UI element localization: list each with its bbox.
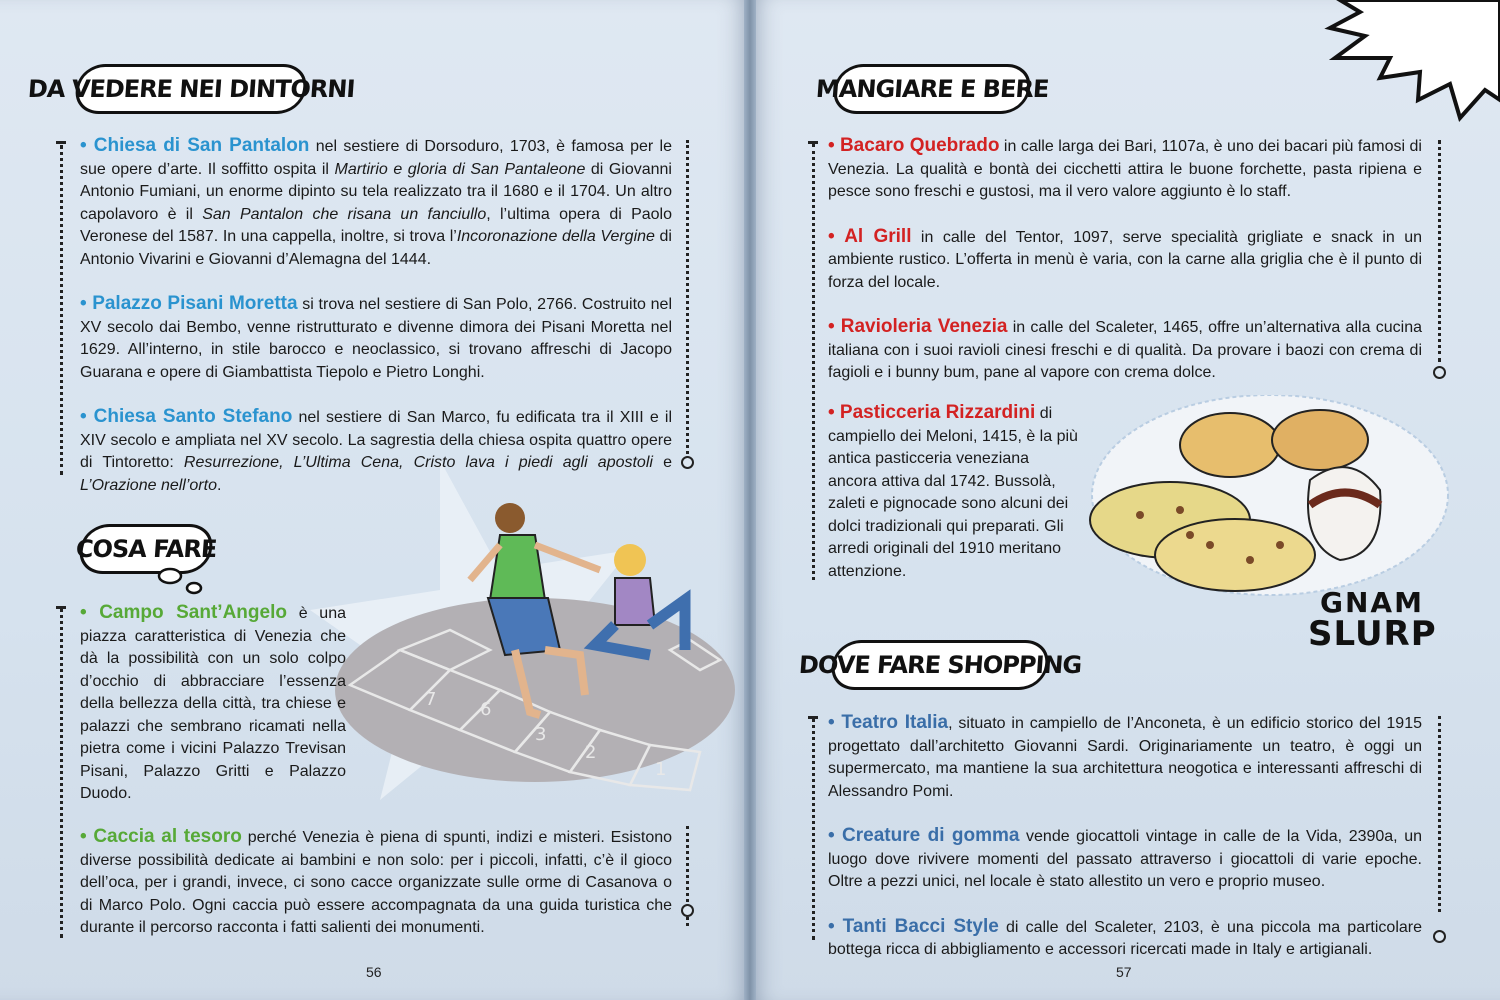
heading-dove-fare-shopping: DOVE FARE SHOPPING [828,640,1051,690]
entry-title: • Tanti Bacci Style [828,915,999,937]
entry-al-grill: • Al Grill in calle del Tentor, 1097, serve specialità grigliate e snack in un ambiente rustico. L’offerta in menù è varia, con la carne alla griglia che è il punto di forza del locale. [828,225,1423,291]
entry-bacaro-quebrado: • Bacaro Quebrado in calle larga dei Bari, 1107a, è uno dei bacari più famosi di Venezia. La qualità e bontà dei cicchetti attira le buone forchette, pasta ripiena e pesce sono freschi e gustosi, ma il vero valore aggiunto è lo staff. [828,135,1422,200]
sfx-gnam: GNAM [1320,586,1424,619]
svg-text:7: 7 [425,689,437,710]
dotted-rule-end-ring [681,904,694,917]
entry-pasticceria-rizzardini: • Pasticceria Rizzardini di campiello dei Meloni, 1415, è la più antica pasticceria veneziana ancora attiva dal 1742. Bussolà, zaleti e pignocade sono alcuni dei dolci tradizionali qui preparati. Gli arredi originali del 1910 meritano attenzione. [828,402,1078,580]
entry-campo-santangelo: • Campo Sant’Angelo è una piazza caratteristica di Venezia che dà la possibilità con un solo colpo d’occhio di abbracciare l’essenza della bellezza della città, tra chiese e palazzi che sembrano ricamati nella pietra come i vicini Palazzo Trevisan Pisani, Palazzo Gritti e Palazzo Duodo. [80,602,346,802]
thought-bubble-dots [150,566,210,596]
dotted-rule [60,145,63,475]
pastries-illustration [1080,395,1450,610]
book-gutter [744,0,756,1000]
section-mangiare [828,135,1422,407]
dotted-rule [60,608,63,938]
heading-mangiare-e-bere: MANGIARE E BERE [830,64,1033,114]
entry-caccia-al-tesoro: • Caccia al tesoro perché Venezia è piena di spunti, indizi e misteri. Esistono diverse possibilità dedicate ai bambini e non solo: per i piccoli, infatti, c’è il gioco dell’oca, per i grandi, invece, ci sono cacce organizzate sulle orme di Casanova o di Marco Polo. Ogni caccia può essere accompagnata da una guida turistica che durante il percorso racconta i fatti salienti dei monumenti. [80,826,673,936]
entry-title: • Creature di gomma [828,825,1020,846]
section-nei-dintorni [80,135,672,519]
entry-tanti-bacci-style: • Tanti Bacci Style di calle del Scaleter, 2103, è una piccola ma particolare bottega ricca di abbigliamento e accessori ricercati made in Italy e artigianali. [828,915,1423,958]
svg-text:2: 2 [585,742,597,763]
entry-caccia-tesoro-block [80,826,672,962]
entry-creature-di-gomma: • Creature di gomma vende giocattoli vintage in calle de la Vida, 2390a, un luogo dove rivivere momenti del passato attraverso i giocattoli di varie epoche. Oltre a pezzi unici, nel locale è stato allestito un vero e proprio museo. [828,825,1422,890]
page-number-left: 56 [366,964,382,980]
dotted-rule [1438,140,1441,362]
entry-title: • Campo Sant’Angelo [80,602,287,623]
entry-chiesa-santo-stefano: • Chiesa Santo Stefano nel sestiere di San Marco, fu edificata tra il XIII e il XIV secolo e ampliata nel XV secolo. La sagrestia della chiesa ospita quattro opere di Tintoretto: Resurrezione, L’Ultima Cena, Cristo lava i piedi agli apostoli e L’Orazione nell’orto. [80,406,673,494]
svg-text:3: 3 [535,724,547,745]
entry-title: • Pasticceria Rizzardini [828,402,1036,423]
entry-campo-santangelo-block [80,602,346,828]
entry-title: • Chiesa Santo Stefano [80,406,293,427]
dotted-rule [812,144,815,580]
entry-chiesa-san-pantalon: • Chiesa di San Pantalon nel sestiere di Dorsoduro, 1703, è famosa per le sue opere d’arte. Il soffitto ospita il Martirio e gloria di San Pantaleone di Giovanni Antonio Fumiani, un enorme dipinto su tela realizzato tra il 1680 e il 1704. Un altro capolavoro è il San Pantalon che risana un fanciullo, l’ultima opera di Paolo Veronese del 1587. In una cappella, inoltre, si trova l’Incoronazione della Vergine di Antonio Vivarini e Giovanni d’Alemagna del 1444. [80,135,673,268]
entry-title: • Teatro Italia [828,712,949,733]
svg-text:6: 6 [480,699,492,720]
dotted-rule-end-ring [681,456,694,469]
comic-burst-shape [1310,0,1500,130]
sfx-slurp: SLURP [1308,614,1437,654]
entry-teatro-italia: • Teatro Italia, situato in campiello de l’Anconeta, è un edificio storico del 1915 progettato dall’architetto Giovanni Sardi. Originariamente un teatro, è oggi un supermercato, ma mantiene la sua architettura neogotica e interessanti affreschi di Alessandro Pomi. [828,712,1422,800]
entry-title: • Palazzo Pisani Moretta [80,293,298,314]
entry-title: • Ravioleria Venezia [828,316,1008,337]
dotted-rule-cap [56,141,66,144]
section-shopping [828,712,1422,984]
entry-palazzo-pisani-moretta: • Palazzo Pisani Moretta si trova nel sestiere di San Polo, 2766. Costruito nel XV secolo dai Bembo, venne ristrutturato e divenne dimora dei Pisani Moretta nel 1629. All’interno, in stile barocco e neoclassico, si trovano affreschi di Jacopo Guarana e opere di Giambattista Tiepolo e Pietro Longhi. [80,293,673,381]
entry-pasticceria-block [828,402,1080,605]
svg-text:1: 1 [655,759,667,780]
dotted-rule-end-ring [1433,930,1446,943]
hopscotch-children-illustration [330,490,740,800]
dotted-rule [812,718,815,940]
heading-da-vedere-nei-dintorni: DA VEDERE NEI DINTORNI [72,64,309,114]
entry-title: • Bacaro Quebrado [828,135,1000,156]
page-number-right: 57 [1116,964,1132,980]
dotted-rule [1438,716,1441,912]
heading-cosa-fare: COSA FARE [76,524,215,574]
dotted-rule-end-ring [1433,366,1446,379]
entry-title: • Caccia al tesoro [80,826,242,847]
entry-title: • Al Grill [828,225,912,247]
entry-title: • Chiesa di San Pantalon [80,135,310,156]
entry-ravioleria-venezia: • Ravioleria Venezia in calle del Scaleter, 1465, offre un’alternativa alla cucina italiana con i suoi ravioli cinesi freschi e di qualità. Da provare i baozi con crema di fagioli e i bunny bum, pane al vapore con crema dolce. [828,316,1422,381]
dotted-rule [686,140,689,454]
